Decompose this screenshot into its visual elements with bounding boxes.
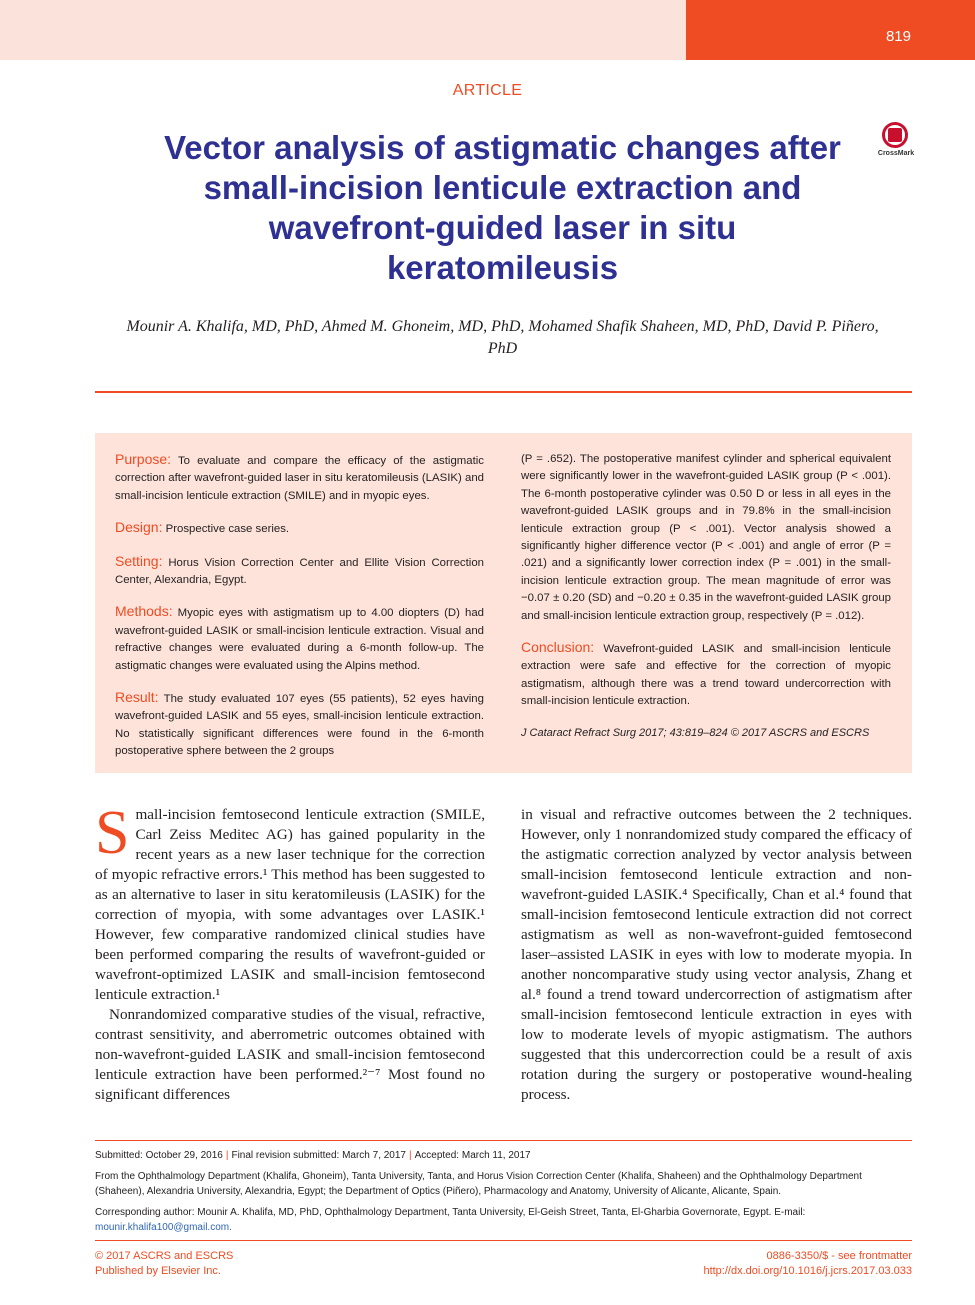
accepted-date: Accepted: March 11, 2017: [414, 1150, 531, 1161]
design-text: Prospective case series.: [165, 523, 290, 536]
intro-paragraph-1: mall-incision femtosecond lenticule extraction (SMILE, Carl Zeiss Meditec AG) has gained popularity in the recent years as a new laser technique for the correction of myopic refractive errors.¹ This method has been suggested to as an alternative to laser in situ keratomileusis (LASIK) for the correction of myopia, with some advantages over LASIK.¹ However, few comparative randomized clinical studies have been performed comparing the results of wavefront-guided or wavefront-optimized LASIK and small-incision femtosecond lenticule extraction.¹: [95, 806, 485, 1003]
conclusion-heading: Conclusion:: [521, 639, 595, 656]
crossmark-label: CrossMark: [877, 150, 915, 157]
abstract-right-column: [521, 451, 891, 742]
intro-paragraph-2: Nonrandomized comparative studies of the visual, refractive, contrast sensitivity, and aberrometric outcomes obtained with non-wavefront-guided LASIK and small-incision femtosecond lenticule extraction have been performed.²⁻⁷ Most found no significant differences: [95, 1006, 485, 1103]
corresponding-note: [95, 1205, 912, 1235]
result-heading: Result:: [115, 689, 159, 706]
purpose-text: To evaluate and compare the efficacy of the astigmatic correction after wavefront-guided laser in situ keratomileusis (LASIK) and small-incision lenticule extraction (SMILE) and in myopic eyes.: [115, 455, 484, 502]
footer-divider: [95, 1240, 912, 1241]
design-heading: Design:: [115, 519, 163, 536]
body-left-column: [95, 799, 485, 1105]
result-text-right: (P = .652). The postoperative manifest cylinder and spherical equivalent were significantly lower in the wavefront-guided LASIK group (P < .001). The 6-month postoperative cylinder was 0.50 D or less in all eyes in the wavefront-guided LASIK groups and in 79.8% in the small-incision lenticule extraction group (P < .001). Vector analysis showed a significantly higher difference vector (P < .001) and angle of error (P = .021) and a significantly lower correction index (P = .001) in the small-incision lenticule extraction group. The mean magnitude of error was −0.07 ± 0.20 (SD) and −0.20 ± 0.35 in the wavefront-guided LASIK group and small-incision lenticule extraction group, respectively (P = .012).: [521, 453, 891, 622]
setting-text: Horus Vision Correction Center and Ellite Vision Correction Center, Alexandria, Egypt.: [115, 556, 484, 587]
body-right-column: [521, 805, 912, 1105]
revision-date: Final revision submitted: March 7, 2017: [231, 1150, 406, 1161]
doi-link[interactable]: http://dx.doi.org/10.1016/j.jcrs.2017.03.033: [703, 1265, 912, 1277]
footnotes: [95, 1148, 912, 1241]
footer-right: [703, 1249, 912, 1279]
title-divider: [95, 391, 912, 393]
banner-light-band: [0, 0, 686, 60]
footnote-divider: [95, 1140, 912, 1141]
top-banner: [0, 0, 975, 60]
setting-heading: Setting:: [115, 552, 163, 569]
dates-line: Submitted: October 29, 2016 | Final revision submitted: March 7, 2017 | Accepted: March 11, 2017: [95, 1150, 531, 1161]
copyright-text: © 2017 ASCRS and ESCRS: [95, 1250, 234, 1262]
methods-text: Myopic eyes with astigmatism up to 4.00 diopters (D) had wavefront-guided LASIK or small-incision lenticule extraction. Visual and refractive changes were evaluated during a 6-month follow-up. The astigmatic changes were evaluated using the Alpins method.: [115, 607, 484, 672]
intro-paragraph-3: in visual and refractive outcomes between the 2 techniques. However, only 1 nonrandomized study compared the efficacy of the astigmatic correction analyzed by vector analysis between small-incision femtosecond lenticule extraction and non-wavefront-guided LASIK.⁴ Specifically, Chan et al.⁴ found that small-incision femtosecond lenticule extraction did not correct astigmatism as well as non-wavefront-guided femtosecond laser–assisted LASIK in eyes with low to moderate myopia. In another noncomparative study using vector analysis, Zhang et al.⁸ found a trend toward undercorrection of astigmatism after small-incision femtosecond lenticule extraction in eyes with low to moderate levels of myopic astigmatism. The authors suggested that this undercorrection could be a result of axis rotation during the surgery or postoperative wound-healing process.: [521, 806, 912, 1103]
issn-text: 0886-3350/$ - see frontmatter: [766, 1250, 912, 1262]
abstract-box: [95, 433, 912, 773]
citation-line: J Cataract Refract Surg 2017; 43:819–824 © 2017 ASCRS and ESCRS: [521, 726, 870, 739]
affiliation-note: From the Ophthalmology Department (Khalifa, Ghoneim), Tanta University, Tanta, and Horus Vision Correction Center (Khalifa, Shaheen) and the Ophthalmology Department (Shaheen), Alexandria University, Alexandria, Egypt; the Department of Optics (Piñero), Pharmacology and Anatomy, University of Alicante, Alicante, Spain.: [95, 1171, 862, 1197]
author-list: Mounir A. Khalifa, MD, PhD, Ahmed M. Ghoneim, MD, PhD, Mohamed Shafik Shaheen, MD, PhD, David P. Piñero, PhD: [126, 318, 879, 357]
article-type-label: ARTICLE: [452, 82, 523, 99]
abstract-left-column: [115, 451, 484, 775]
result-text-left: The study evaluated 107 eyes (55 patients), 52 eyes having wavefront-guided LASIK and 55 eyes, small-incision lenticule extraction. No statistically significant differences were found in the 6-month postoperative sphere between the 2 groups: [115, 693, 484, 758]
article-title: Vector analysis of astigmatic changes after small-incision lenticule extraction and wavefront-guided laser in situ keratomileusis: [164, 129, 841, 286]
page-number: 819: [885, 28, 911, 45]
email-link[interactable]: mounir.khalifa100@gmail.com.: [95, 1222, 232, 1233]
banner-dark-band: [686, 0, 975, 60]
conclusion-text: Wavefront-guided LASIK and small-incision lenticule extraction were safe and effective for the correction of myopic astigmatism, although there was a trend toward undercorrection with small-incision lenticule extraction.: [521, 643, 891, 708]
corresponding-text: Corresponding author: Mounir A. Khalifa, MD, PhD, Ophthalmology Department, Tanta University, El-Geish Street, Tanta, El-Gharbia Governorate, Egypt. E-mail:: [95, 1207, 806, 1218]
crossmark-icon[interactable]: [876, 122, 915, 162]
purpose-heading: Purpose:: [115, 451, 172, 467]
footer-left: [95, 1249, 233, 1279]
submitted-date: Submitted: October 29, 2016: [95, 1150, 223, 1161]
drop-cap: S: [95, 799, 130, 867]
methods-heading: Methods:: [115, 603, 173, 620]
publisher-text: Published by Elsevier Inc.: [95, 1265, 221, 1277]
